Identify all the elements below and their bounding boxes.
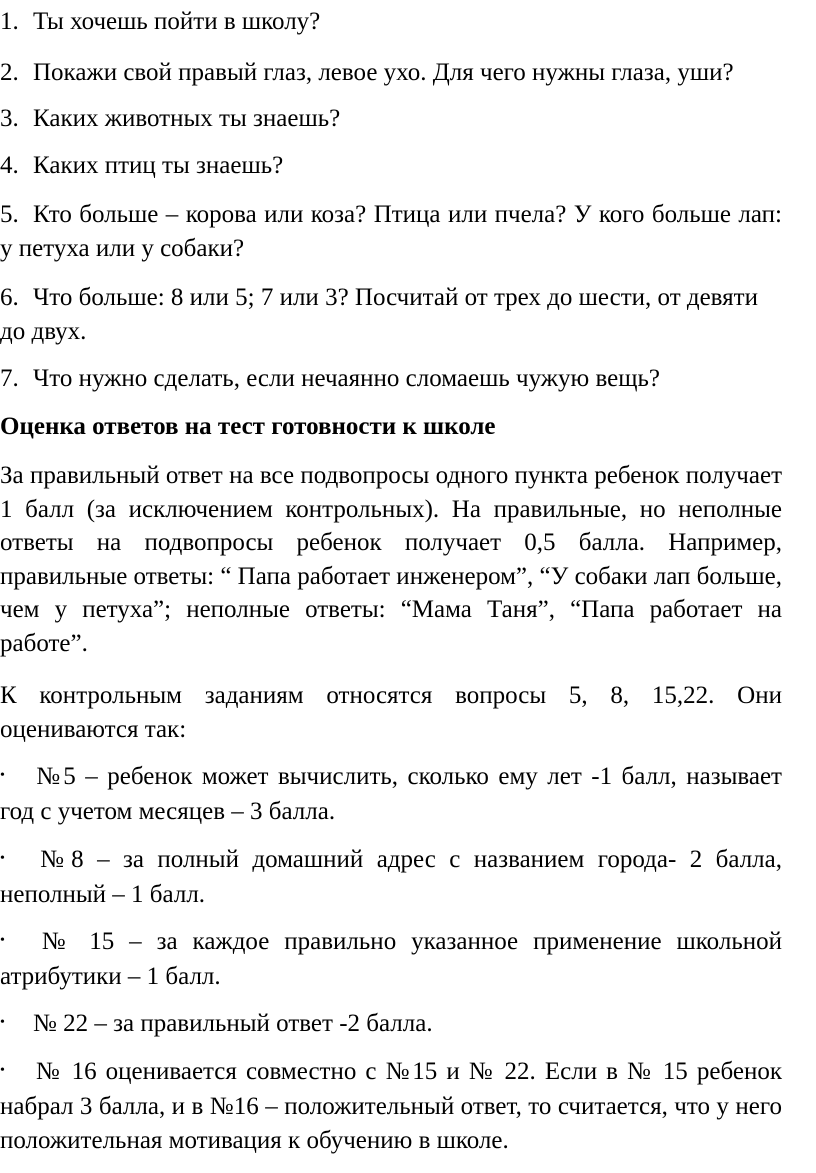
question-number: 4.	[0, 152, 19, 179]
question-number: 3.	[0, 105, 19, 132]
question-7	[0, 362, 782, 396]
question-6	[0, 281, 782, 348]
question-text: Что нужно сделать, если нечаянно сломаешь чужую вещь?	[33, 365, 660, 392]
question-2	[0, 56, 782, 90]
question-number: 5.	[0, 201, 19, 228]
bullet-text: № 16 оценивается совместно с №15 и № 22. Если в № 15 ребенок набрал 3 балла, и в №16 – положительный ответ, то считается, что у него положительная мотивация к обучению в школе.	[0, 1058, 782, 1154]
bullet-icon: •	[0, 932, 5, 948]
bullet-text: № 22 – за правильный ответ -2 балла.	[33, 1010, 433, 1037]
bullet-item-15	[0, 925, 782, 994]
question-text: Кто больше – корова или коза? Птица или пчела? У кого больше лап: у петуха или у собаки?	[0, 201, 782, 262]
scoring-paragraph: За правильный ответ на все подвопросы одного пункта ребенок получает 1 балл (за исключением контрольных). На правильные, но неполные ответы на подвопросы ребенок получает 0,5 балла. Например, правильные ответы: “ Папа работает инженером”, “У собаки лап больше, чем у петуха”; неполные ответы: “Мама Таня”, “Папа работает на работе”.	[0, 462, 782, 657]
control-tasks-paragraph: К контрольным заданиям относятся вопросы 5, 8, 15,22. Они оцениваются так:	[0, 682, 782, 743]
bullet-item-8	[0, 843, 782, 912]
question-number: 1.	[0, 8, 19, 35]
bullet-text: №8 – за полный домашний адрес с названием города- 2 балла, неполный – 1 балл.	[0, 846, 782, 909]
question-1	[0, 5, 782, 39]
question-4	[0, 149, 782, 183]
question-number: 7.	[0, 365, 19, 392]
question-text: Каких животных ты знаешь?	[33, 105, 341, 132]
bullet-text: №5 – ребенок может вычислить, сколько ему лет -1 балл, называет год с учетом месяцев – 3 балла.	[0, 763, 782, 826]
bullet-text: № 15 – за каждое правильно указанное применение школьной атрибутики – 1 балл.	[0, 928, 782, 991]
question-number: 6.	[0, 284, 19, 311]
bullet-item-5	[0, 760, 782, 829]
bullet-icon: •	[0, 1014, 5, 1030]
question-text: Покажи свой правый глаз, левое ухо. Для чего нужны глаза, уши?	[33, 59, 734, 86]
question-text: Что больше: 8 или 5; 7 или 3? Посчитай от трех до шести, от девяти до двух.	[0, 284, 758, 345]
question-3	[0, 102, 782, 136]
question-text: Каких птиц ты знаешь?	[33, 152, 284, 179]
bullet-icon: •	[0, 767, 5, 783]
question-text: Ты хочешь пойти в школу?	[33, 8, 321, 35]
bullet-icon: •	[0, 1062, 5, 1078]
section-heading: Оценка ответов на тест готовности к школе	[0, 413, 496, 440]
bullet-item-22	[0, 1007, 782, 1042]
bullet-icon: •	[0, 850, 5, 866]
bullet-item-16	[0, 1055, 782, 1157]
question-5	[0, 198, 782, 265]
question-number: 2.	[0, 59, 19, 86]
